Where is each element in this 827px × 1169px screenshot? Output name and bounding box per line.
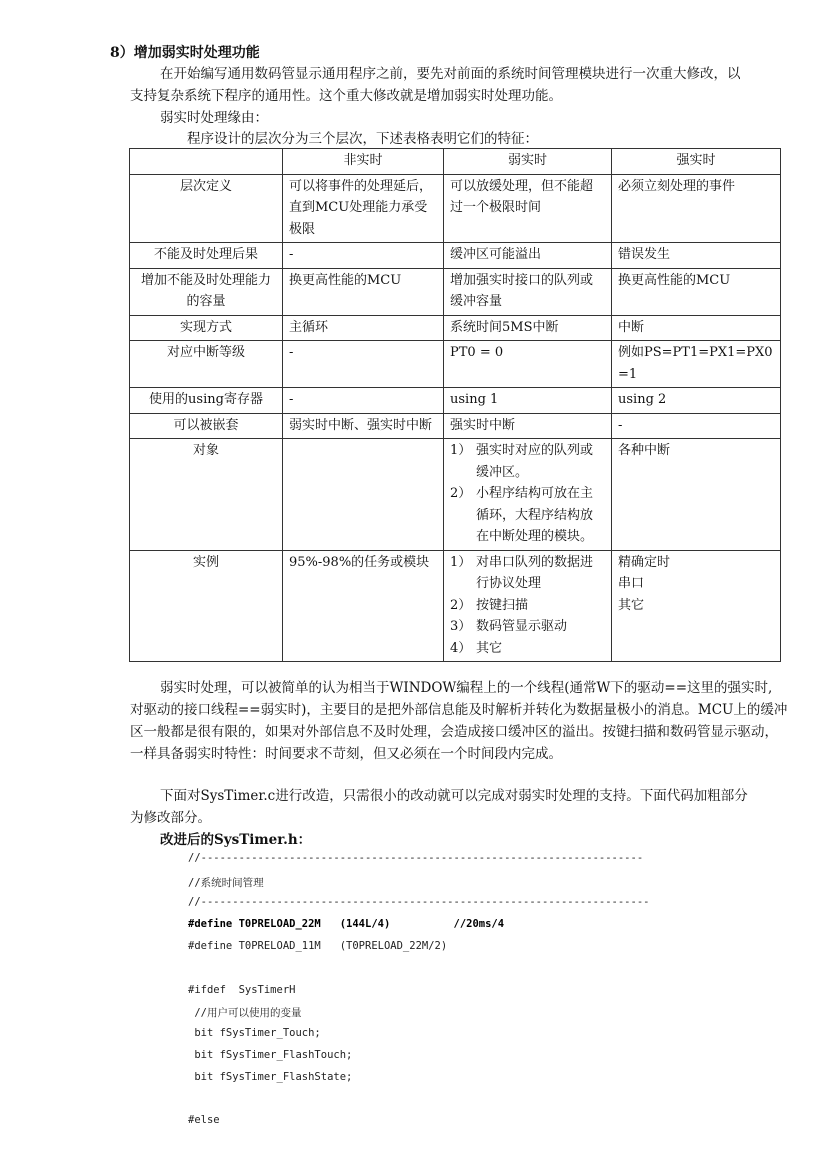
cell-line: 其它	[618, 597, 645, 613]
list-text: 按键扫描	[476, 597, 529, 613]
intro-line-1: 在开始编写通用数码管显示通用程序之前，要先对前面的系统时间管理模块进行一次重大修改，以	[160, 66, 741, 82]
paragraph-systimer-line1: 下面对SysTimer.c进行改造，只需很小的改动就可以完成对弱实时处理的支持。下面代码加粗部分	[160, 788, 748, 804]
list-number: 1）	[450, 443, 472, 458]
code-line: //-----------------------------------------------------------------------	[188, 896, 650, 908]
list-number: 2）	[450, 597, 472, 613]
table-caption: 程序设计的层次分为三个层次，下述表格表明它们的特征：	[187, 131, 538, 147]
code-line: bit fSysTimer_FlashTouch;	[188, 1049, 353, 1061]
table-cell	[444, 550, 612, 662]
table-cell: 换更高性能的MCU	[612, 268, 781, 315]
reason-heading: 弱实时处理缘由：	[160, 110, 268, 126]
table-cell: 各种中断	[612, 439, 781, 551]
list-text: 小程序结构可放在主循环，大程序结构放在中断处理的模块。	[476, 486, 594, 544]
table-row	[130, 174, 781, 243]
table-header-cell	[130, 149, 283, 175]
table-cell: -	[283, 341, 444, 388]
code-line: bit fSysTimer_Touch;	[188, 1027, 321, 1039]
list-number: 3）	[450, 619, 472, 634]
table-cell: -	[283, 388, 444, 414]
numbered-list	[450, 552, 605, 660]
table-cell: -	[283, 243, 444, 269]
code-line: //用户可以使用的变量	[188, 1007, 302, 1019]
table-cell: 弱实时中断、强实时中断	[283, 413, 444, 439]
row-label: 可以被嵌套	[130, 413, 283, 439]
paragraph-weak-realtime-rest: 对驱动的接口线程==弱实时)，主要目的是把外部信息能及时解析并转化为数据量极小的消息。MCU上的缓冲区一般都是很有限的，如果对外部信息不及时处理，会造成接口缓冲区的溢出。按键扫描和数码管显示驱动，一样具备弱实时特性：时间要求不苛刻，但又必须在一个时间段内完成。	[130, 702, 788, 762]
list-text: 其它	[476, 640, 503, 656]
list-number: 1）	[450, 554, 472, 570]
table-cell: 中断	[612, 315, 781, 341]
code-title: 改进后的SysTimer.h：	[160, 832, 312, 848]
list-item	[450, 595, 605, 617]
code-line-bold: #define T0PRELOAD_22M (144L/4) //20ms/4	[188, 918, 505, 930]
code-line: #define T0PRELOAD_11M (T0PRELOAD_22M/2)	[188, 940, 448, 952]
table-cell: using 2	[612, 388, 781, 414]
row-label: 层次定义	[130, 174, 283, 243]
list-number: 4）	[450, 640, 472, 656]
table-row-object	[130, 439, 781, 551]
list-item	[450, 616, 605, 638]
cell-line: 精确定时	[618, 554, 671, 570]
row-label: 实例	[130, 550, 283, 662]
list-item	[450, 638, 605, 660]
paragraph-weak-realtime-line1: 弱实时处理，可以被简单的认为相当于WINDOW编程上的一个线程(通常W下的驱动==这里的强实时,	[160, 680, 773, 696]
table-cell	[444, 439, 612, 551]
list-text: 数码管显示驱动	[476, 619, 568, 634]
table-cell: 增加强实时接口的队列或缓冲容量	[444, 268, 612, 315]
code-line: #else	[188, 1114, 220, 1126]
code-line: #ifdef SysTimerH	[188, 984, 296, 996]
row-label: 实现方式	[130, 315, 283, 341]
table-row	[130, 388, 781, 414]
table-cell: 可以放缓处理，但不能超过一个极限时间	[444, 174, 612, 243]
section-title: 8）增加弱实时处理功能	[110, 45, 260, 61]
table-header-cell: 弱实时	[444, 149, 612, 175]
intro-line-2: 支持复杂系统下程序的通用性。这个重大修改就是增加弱实时处理功能。	[130, 88, 562, 104]
table-cell: 例如PS=PT1=PX1=PX0=1	[612, 341, 781, 388]
table-cell: -	[612, 413, 781, 439]
list-text: 对串口队列的数据进行协议处理	[476, 554, 594, 591]
list-text: 强实时对应的队列或缓冲区。	[476, 443, 594, 480]
table-row	[130, 341, 781, 388]
table-cell: using 1	[444, 388, 612, 414]
table-cell: 错误发生	[612, 243, 781, 269]
realtime-levels-table	[129, 148, 781, 662]
table-cell: 缓冲区可能溢出	[444, 243, 612, 269]
list-item	[450, 440, 605, 483]
list-item	[450, 552, 605, 595]
table-cell: 换更高性能的MCU	[283, 268, 444, 315]
row-label: 不能及时处理后果	[130, 243, 283, 269]
table-header-cell: 非实时	[283, 149, 444, 175]
code-line: //系统时间管理	[188, 877, 264, 889]
table-cell: 主循环	[283, 315, 444, 341]
table-header-cell: 强实时	[612, 149, 781, 175]
paragraph-systimer-line2: 为修改部分。	[130, 810, 211, 826]
row-label: 对象	[130, 439, 283, 551]
row-label: 增加不能及时处理能力的容量	[130, 268, 283, 315]
table-cell: 95%-98%的任务或模块	[283, 550, 444, 662]
list-number: 2）	[450, 486, 472, 501]
table-row	[130, 315, 781, 341]
list-item	[450, 483, 605, 548]
table-row	[130, 268, 781, 315]
table-cell: 强实时中断	[444, 413, 612, 439]
table-cell	[283, 439, 444, 551]
code-line: bit fSysTimer_FlashState;	[188, 1071, 353, 1083]
table-header-row	[130, 149, 781, 175]
table-cell: 系统时间5MS中断	[444, 315, 612, 341]
table-cell	[612, 550, 781, 662]
table-cell: 必须立刻处理的事件	[612, 174, 781, 243]
cell-line: 串口	[618, 576, 645, 591]
table-row	[130, 413, 781, 439]
numbered-list	[450, 440, 605, 548]
table-cell: 可以将事件的处理延后，直到MCU处理能力承受极限	[283, 174, 444, 243]
row-label: 使用的using寄存器	[130, 388, 283, 414]
table-row	[130, 243, 781, 269]
table-cell: PT0 = 0	[444, 341, 612, 388]
table-row-example	[130, 550, 781, 662]
row-label: 对应中断等级	[130, 341, 283, 388]
code-line: //----------------------------------------------------------------------	[188, 852, 644, 864]
